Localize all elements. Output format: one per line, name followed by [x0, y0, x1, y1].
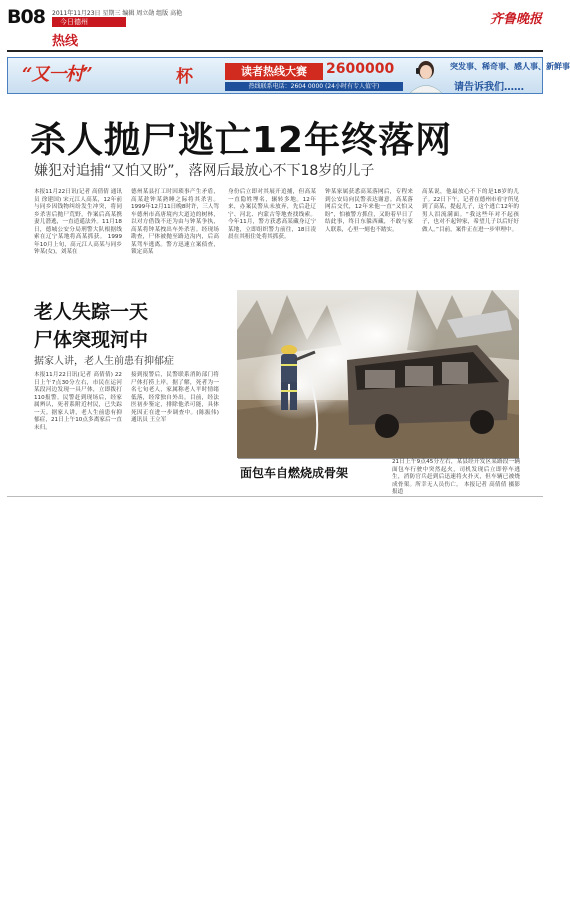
photo-caption-text: 21日上午9点45分左右，某县经开发区某路段一辆面包车行驶中突然起火，司机发现后立即停车逃生，消防官兵赶到后迅速将火扑灭，但车辆已被烧成骨架。所幸无人员伤亡。 本报记者 高倩倩 摄影报道: [392, 459, 520, 495]
photo-caption-title: 面包车自燃烧成骨架: [240, 466, 349, 480]
article2-column-2: 接到报警后，民警联系消防部门将尸体打捞上岸。据了解，死者为一名七旬老人，家属称老人平时情绪低落，经常独自外出。目前，经法医初步鉴定，排除他杀可能，具体死因正在进一步调查中。(陈振伟) 通讯员 王立军: [131, 372, 219, 423]
paper-logo: 齐鲁晚报: [490, 12, 543, 27]
burning-van-photo: [237, 290, 519, 458]
section-tag: 今日德州: [52, 17, 126, 27]
article2-headline-line1: 老人失踪一天: [34, 301, 149, 323]
hotline-operator-image: [406, 58, 446, 93]
hotline-contest-banner: [7, 57, 570, 94]
article1-column-2: 德州某县打工时因琐事产生矛盾，高某趁钟某熟睡之际将其杀害。1999年12月11日晚8时许，三人驾车德州市高唐境内大道边的树林，以对方借钱不还为由与钟某争执，高某将钟某拽出车外杀害。经现场勘查，尸体被抛至路边沟内，后高某驾车逃离。警方迅速立案侦查，锁定高某: [131, 189, 219, 255]
section-title: 热线: [52, 34, 79, 49]
banner-brand-name: “又一村”: [22, 64, 92, 85]
banner-cup: 杯: [176, 67, 193, 87]
banner-contest-title: 读者热线大赛: [225, 63, 323, 80]
main-subheadline: 嫌犯对追捕“又怕又盼”，落网后最放心不下18岁的儿子: [34, 163, 375, 179]
banner-prize-amount: 2600000: [326, 61, 395, 77]
banner-phone-line: 热线联系电话：2604 0000 (24小时有专人值守): [225, 82, 403, 91]
page-number: B08: [7, 6, 45, 28]
article2-headline-line2: 尸体突现河中: [34, 329, 149, 351]
page-bottom-rule: [7, 496, 543, 497]
banner-slogan-tell-us: 请告诉我们……: [454, 82, 524, 93]
banner-slogan-topics: 突发事、稀奇事、感人事、新鲜事: [450, 62, 570, 71]
article1-column-1: 本报11月22日讯(记者 高倩倩 通讯员 徐建国) 宋元江人高某，12年前与同乡因钱物纠纷发生冲突，将同乡杀害后抛尸荒野，作案后高某携妻儿潜逃，一直逍遥法外。11月18日，德城公安分局刑警大队根据线索在辽宁某地将高某抓获。 1999年10月上旬，高元江人高某与同乡钟某(女)，刘某在: [34, 189, 122, 255]
article2-column-1: 本报11月22日讯(记者 高倩倩) 22日上午7点30分左右，市民在运河某段河边发现一具尸体，立即拨打110报警。民警赶到现场后，经家属辨认，死者系附近村民，已失踪一天。据家人讲，老人生前患有抑郁症，21日上午10点多离家后一直未归。: [34, 372, 122, 431]
header-divider: [7, 50, 543, 52]
article2-subheadline: 据家人讲，老人生前患有抑郁症: [34, 356, 174, 367]
main-headline: 杀人抛尸逃亡12年终落网: [30, 120, 453, 161]
article1-column-4: 钟某家属获悉高某落网后，专程来到公安局向民警表达谢意。高某落网后交代，12年来他一直“又怕又盼”，怕被警方抓住，又盼着早日了结此事，终日东躲西藏，不敢与家人联系，心里一刻也不踏实。: [325, 189, 413, 233]
burning-van-illustration: [237, 290, 519, 458]
article1-column-5: 高某说，他最放心不下的是18岁的儿子。22日下午，记者在德州市看守所见到了高某，提起儿子，这个逃亡12年的男人泪流满面。“我这些年对不起孩子，也对不起钟家，希望儿子以后好好做人。”目前，案件正在进一步审理中。: [422, 189, 519, 233]
article1-column-3: 身份后立即对其展开追捕，但高某一直隐姓埋名，辗转多地。12年来，办案民警从未放弃，先后赴辽宁、河北、内蒙古等地查找线索。今年11月，警方获悉高某藏身辽宁某地，立即组织警力前往，18日凌晨在其租住处将其抓获。: [228, 189, 316, 240]
date-editor-line: 2011年11月23日 星期三 编辑 周立勋 组版 高艳: [52, 10, 183, 17]
